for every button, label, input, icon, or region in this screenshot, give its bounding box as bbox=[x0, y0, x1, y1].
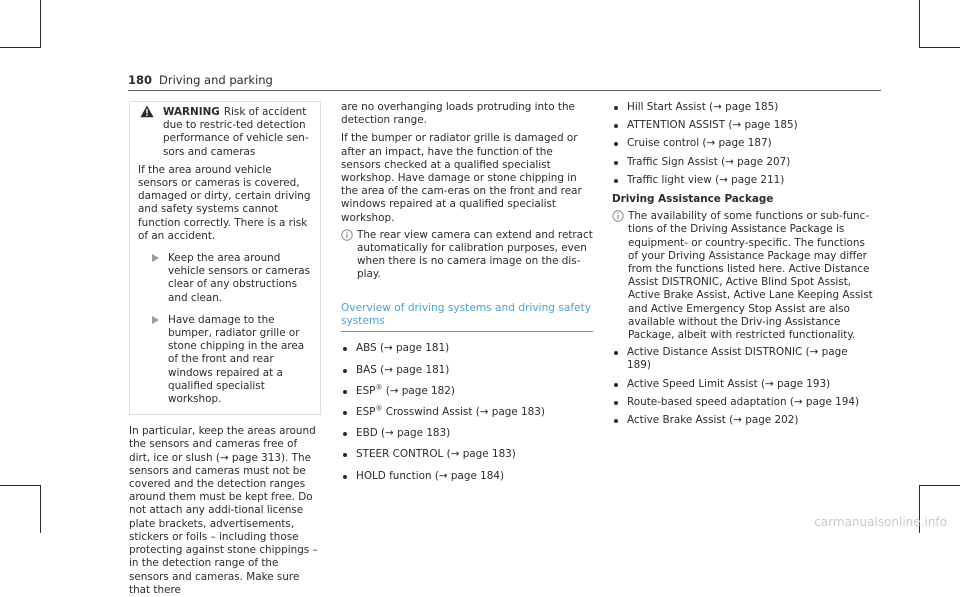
list-item: Active Brake Assist (→ page 202) bbox=[612, 414, 874, 427]
section-title: Overview of driving systems and driving safety systems bbox=[341, 301, 592, 328]
list-item: Hill Start Assist (→ page 185) bbox=[612, 101, 874, 114]
list-item: BAS (→ page 181) bbox=[341, 364, 593, 377]
list-item: Route-based speed adaptation (→ page 194) bbox=[612, 396, 874, 409]
list-item: ABS (→ page 181) bbox=[341, 342, 593, 355]
info-note-text: The availability of some functions or sub-func-tions of the Driving Assistance Package is equipment- or country-specific. The functions of your Driving Assistance Package may differ from the functions listed here. Active Distance Assist DISTRONIC, Active Blind Spot Assist, Active Brake Assist, Active Lane Keeping Assist and Active Emergency Stop Assist are also available without the Driv-ing Assistance Package, albeit with restricted functionality. bbox=[628, 210, 873, 342]
warning-step-text: Keep the area around vehicle sensors or cameras clear of any obstructions and clean. bbox=[168, 252, 311, 304]
warning-body: If the area around vehicle sensors or cameras is covered, damaged or dirty, certain driving and safety systems cannot function correctly. There is a risk of an accident. bbox=[138, 163, 311, 242]
body-paragraph: are no overhanging loads protruding into the detection range. bbox=[341, 101, 575, 127]
list-item: Active Distance Assist DISTRONIC (→ page 189) bbox=[612, 346, 874, 372]
crop-mark bbox=[0, 485, 41, 486]
list-item: EBD (→ page 183) bbox=[341, 427, 593, 440]
action-arrow-icon bbox=[152, 316, 159, 324]
warning-step bbox=[138, 252, 312, 305]
warning-box bbox=[129, 101, 321, 415]
page-number: 180 bbox=[128, 73, 153, 87]
list-item: ESP® (→ page 182) bbox=[341, 385, 593, 398]
watermark: carmanualsonline.info bbox=[814, 515, 947, 529]
systems-list bbox=[612, 101, 874, 187]
list-item: Active Speed Limit Assist (→ page 193) bbox=[612, 378, 874, 391]
crop-mark bbox=[40, 485, 41, 533]
page-header bbox=[128, 73, 273, 87]
info-note-text: The rear view camera can extend and retract automatically for calibration purposes, even when there is no camera image on the dis-play. bbox=[357, 228, 593, 281]
info-note bbox=[612, 210, 874, 342]
info-circle-icon bbox=[612, 210, 624, 226]
crop-mark bbox=[0, 47, 41, 48]
warning-triangle-icon bbox=[140, 105, 154, 122]
crop-mark bbox=[919, 47, 960, 48]
warning-header bbox=[138, 106, 312, 159]
body-paragraph: If the bumper or radiator grille is damaged or after an impact, have the function of the sensors checked at a qualified specialist workshop. Have damage or stone chipping in the area of the cam-eras on the front and rear windows repaired at a qualified specialist workshop. bbox=[341, 132, 582, 224]
list-item: ESP® Crosswind Assist (→ page 183) bbox=[341, 406, 593, 419]
list-item: Traffic light view (→ page 211) bbox=[612, 174, 874, 187]
list-item: Traffic Sign Assist (→ page 207) bbox=[612, 156, 874, 169]
warning-title: WARNING bbox=[163, 106, 220, 118]
subheading: Driving Assistance Package bbox=[612, 193, 774, 206]
crop-mark bbox=[919, 485, 960, 486]
section-rule bbox=[341, 331, 593, 332]
list-item: STEER CONTROL (→ page 183) bbox=[341, 448, 593, 461]
info-note bbox=[341, 229, 593, 282]
systems-list bbox=[341, 342, 593, 482]
warning-step bbox=[138, 314, 312, 406]
systems-list bbox=[612, 346, 874, 427]
warning-lead: Risk of accident due to restric-ted detection performance of vehicle sen-sors and cameras bbox=[163, 106, 309, 158]
action-arrow-icon bbox=[152, 254, 159, 262]
section-name: Driving and parking bbox=[159, 73, 273, 87]
header-rule bbox=[128, 90, 881, 91]
warning-step-text: Have damage to the bumper, radiator grille or stone chipping in the area of the front and rear windows repaired at a qualified specialist workshop. bbox=[168, 313, 305, 406]
info-circle-icon bbox=[341, 229, 353, 245]
crop-mark bbox=[40, 0, 41, 48]
column-left bbox=[129, 101, 321, 597]
column-right bbox=[612, 101, 874, 432]
list-item: HOLD function (→ page 184) bbox=[341, 470, 593, 483]
crop-mark bbox=[919, 0, 920, 48]
list-item: Cruise control (→ page 187) bbox=[612, 137, 874, 150]
body-paragraph: In particular, keep the areas around the sensors and cameras free of dirt, ice or slush (→ page 313). The sensors and cameras must not be covered and the detection ranges around them must be kept free. Do not attach any addi-tional license plate brackets, advertisements, stickers or foils – including those protecting against stone chippings – in the detection range of the sensors and cameras. Make sure that there bbox=[129, 425, 318, 596]
column-middle bbox=[341, 101, 593, 491]
list-item: ATTENTION ASSIST (→ page 185) bbox=[612, 119, 874, 132]
